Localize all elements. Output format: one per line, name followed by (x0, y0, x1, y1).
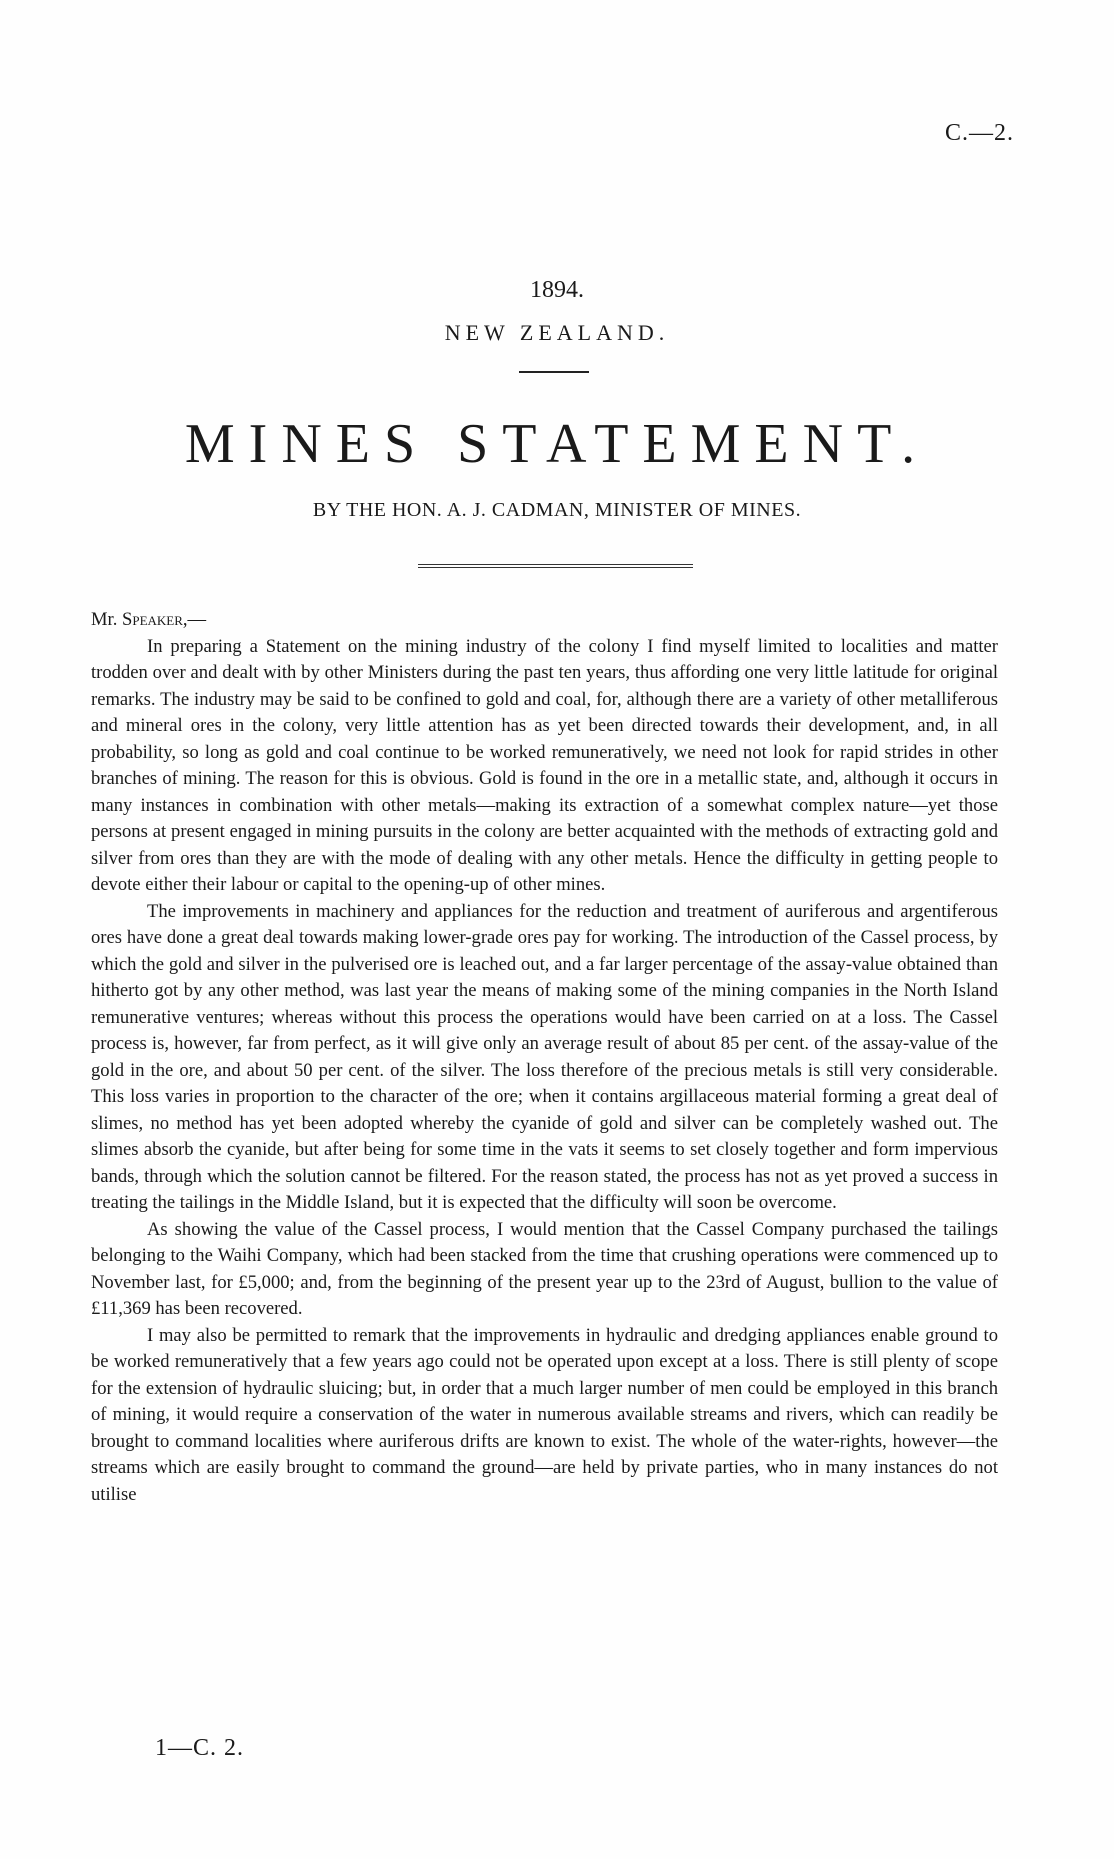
sheet-signature: 1—C. 2. (155, 1735, 245, 1761)
paragraph-2: The improvements in machinery and appliances for the reduction and treatment of auriferous and argentiferous ores have done a great deal towards making lower-grade ores pay for working. The introduction of the Cassel process, by which the gold and silver in the pulverised ore is leached out, and a far larger percentage of the assay-value obtained than hitherto got by any other method, was last year the means of making some of the mining companies in the North Island remunerative ventures; whereas without this process the operations would have been carried on at a loss. The Cassel process is, however, far from perfect, as it will give only an average result of about 85 per cent. of the assay-value of the gold in the ore, and about 50 per cent. of the silver. The loss therefore of the precious metals is still very considerable. This loss varies in proportion to the character of the ore; when it contains argillaceous material forming a great deal of slimes, no method has yet been adopted whereby the cyanide of gold and silver can be completely washed out. The slimes absorb the cyanide, but after being for some time in the vats it seems to set closely together and form impervious bands, through which the solution cannot be filtered. For the reason stated, the process has not as yet proved a success in treating the tailings in the Middle Island, but it is expected that the difficulty will soon be overcome. (91, 900, 998, 1213)
paragraph-3: As showing the value of the Cassel process, I would mention that the Cassel Company purchased the tailings belonging to the Waihi Company, which had been stacked from the time that crushing operations were commenced up to November last, for £5,000; and, from the beginning of the present year up to the 23rd of August, bullion to the value of £11,369 has been recovered. (91, 1218, 998, 1319)
paragraph-1: In preparing a Statement on the mining industry of the colony I find myself limited to localities and matter trodden over and dealt with by other Ministers during the past ten years, thus affording one very little latitude for original remarks. The industry may be said to be confined to gold and coal, for, although there are a variety of other metalliferous and mineral ores in the colony, very little attention has as yet been directed towards their development, and, in all probability, so long as gold and coal continue to be worked remuneratively, we need not look for rapid strides in other branches of mining. The reason for this is obvious. Gold is found in the ore in a metallic state, and, although it occurs in many instances in combination with other metals—making its extraction of a somewhat complex nature—yet those persons at present engaged in mining pursuits in the colony are better acquainted with the methods of extracting gold and silver from ores than they are with the mode of dealing with any other metals. Hence the difficulty in getting people to devote either their labour or capital to the opening-up of other mines. (91, 635, 998, 895)
salutation-suffix: ,— (182, 609, 207, 630)
salutation (91, 607, 998, 634)
paper-reference: C.—2. (944, 120, 1014, 146)
section-divider (418, 564, 693, 568)
statement-body (91, 607, 998, 1508)
paragraph-4: I may also be permitted to remark that the improvements in hydraulic and dredging appliances enable ground to be worked remuneratively that a few years ago could not be operated upon except at a loss. There is still plenty of scope for the extension of hydraulic sluicing; but, in order that a much larger number of men could be employed in this branch of mining, it would require a conservation of the water in numerous available streams and rivers, which can readily be brought to command localities where auriferous drifts are known to exist. The whole of the water-rights, however—the streams which are easily brought to command the ground—are held by private parties, who in many instances do not utilise (91, 1324, 998, 1505)
salutation-prefix: Mr. (91, 609, 122, 630)
year-heading: 1894. (530, 277, 584, 303)
document-title: MINES STATEMENT. (184, 413, 930, 475)
title-divider (519, 371, 589, 373)
document-subtitle: BY THE HON. A. J. CADMAN, MINISTER OF MINES. (312, 499, 802, 521)
country-heading: NEW ZEALAND. (444, 320, 670, 345)
salutation-name: Speaker (122, 609, 183, 630)
